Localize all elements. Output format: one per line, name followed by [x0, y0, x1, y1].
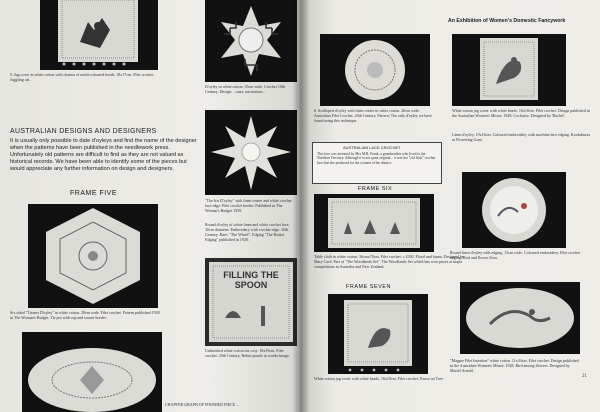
photo-parrot-cover [328, 294, 428, 374]
caption-kookaburra-doily: Linen d'oyley. 19x16cm. Coloured embroidery with machine lace edging. Kookaburra in Flowering Gum. [452, 132, 590, 142]
frame-six-label: FRAME SIX [358, 186, 393, 192]
caption-iris-doily: "The Iris D'oyley" with linen centre and white crochet lace edge. Filet crochet border. Published in The Woman's Budget 1939. [205, 198, 292, 213]
photo-oval-doily [22, 332, 162, 412]
round-linen-doily-image [462, 172, 566, 248]
tea-cosy-text: FILLING THE SPOON [223, 270, 279, 290]
page-title: An Exhibition of Women's Domestic Fancywork [448, 18, 566, 24]
info-box-text: This lace was invented by Mrs M.R. Frank, a grandmother who lived in the Northern Territory. Although it is not quite original... it was her "old Irish" crochet lace that she produced for the women of the district. [317, 152, 436, 165]
photo-round-linen-doily [462, 172, 566, 248]
caption-jug-cover-cat: 5. Jug cover in white cotton with charms of multi-coloured beads. 18x17cm. Filet crochet. Juggling cat. [10, 72, 155, 82]
caption-round-linen-doily: Round linen d'oyley with edging. 15cm wide. Coloured embroidery. Filet crochet edging. Bird and flower flora. [450, 250, 581, 260]
page-number: 21 [582, 374, 587, 379]
iris-doily-image [205, 110, 297, 195]
frame-five-label: FRAME FIVE [70, 190, 118, 197]
star-doily-image [205, 0, 297, 82]
photo-tablecloth [314, 194, 434, 252]
photo-star-doily [205, 0, 297, 82]
intro-paragraph: It is usually only possible to date d'oyleys and find the name of the designer when the patterns have been published in the needlework press. Unfortunately old patterns are difficult to find as they are not valued as historical records. We have been able to identify some of the pieces but would appreciate any further information on design and designers. [10, 138, 197, 172]
caption-star-doily: D'oyley in white cotton. 35cm wide. Crochet 10th Century. Design: ...stars, nasturtium... [205, 84, 285, 94]
tablecloth-image [314, 194, 434, 252]
photo-cockatoo-cover [452, 34, 566, 106]
lace-crochet-info-box [312, 142, 442, 184]
book-gutter-shadow [292, 0, 310, 412]
caption-magpie-insertion: "Magpie Filet Insertion" white cotton. 11x34cm. Filet crochet. Design published in the Australian Women's Mirror, 1928. Bird among flowers. Designed by Muriel Arnold. [450, 358, 579, 373]
caption-scalloped-doily: 6. Scalloped d'oyley with linen centre in white cotton. 20cm wide. Australian Filet Crochet, 20th Century. Pattern: The only d'oyley we have found using this technique. [314, 108, 432, 123]
section-heading: AUSTRALIAN DESIGNS AND DESIGNERS [10, 128, 157, 135]
caption-parrot-cover: White cotton jug cover with white beads. 16x18cm. Filet crochet. Parrot on Tree. [314, 376, 444, 381]
caption-tea-cosy: Unfinished white cotton tea cosy. 18x19cm. Filet crochet. 20th Century. Rebus puzzle in words-image. [205, 348, 290, 358]
info-box-title: AUSTRALIAN LACE CROCHET [343, 145, 401, 150]
caption-tablecloth: Table cloth in white cotton. 36cmx70cm. Filet crochet. c.1930. Floral and fauna. Designed by Mary Card. Part of "The Woodlands Set". The Woodlands Set which has won prizes at major competitions in Australia and New Zealand. [314, 254, 464, 269]
photo-tea-cosy [205, 258, 297, 346]
hexagon-doily-image [28, 204, 158, 308]
photo-hexagon-doily [28, 204, 158, 308]
photo-jug-cover-cat [40, 0, 158, 70]
photo-scalloped-doily [320, 34, 430, 106]
caption-round-doily: Round d'oyley of white linen and white crochet lace, 30cm diameter. Embroidery with crochet edge. 20th Century. Rare: "The Wheel". Edging "The Basket Edging" published in 1928. [205, 222, 290, 242]
oval-doily-image [22, 332, 162, 412]
jug-cover-cat-image [40, 0, 158, 70]
caption-hexagon-doily: Six sided "Trianet D'oyley" in white cotton. 28cm wide. Filet crochet. Pattern published 1928 in The Woman's Budget. Tie pot with cup and saucer border. [10, 310, 160, 320]
photo-iris-doily [205, 110, 297, 195]
magpie-insertion-image [460, 282, 580, 354]
photo-magpie-insertion [460, 282, 580, 354]
frame-seven-label: FRAME SEVEN [346, 284, 391, 290]
caption-chapter-graph: CHAPTER GRAPH OF FINISHED PIECE ... [165, 402, 240, 407]
scalloped-doily-image [320, 34, 430, 106]
right-page [300, 0, 600, 412]
parrot-cover-image [328, 294, 428, 374]
caption-cockatoo-cover: White cotton jug cover with white beads. 16x18cm. Filet crochet. Design published in the Australian Women's Mirror, 1928. Cockatoo. Designed by 'Rachel'. [452, 108, 590, 118]
cockatoo-cover-image [452, 34, 566, 106]
